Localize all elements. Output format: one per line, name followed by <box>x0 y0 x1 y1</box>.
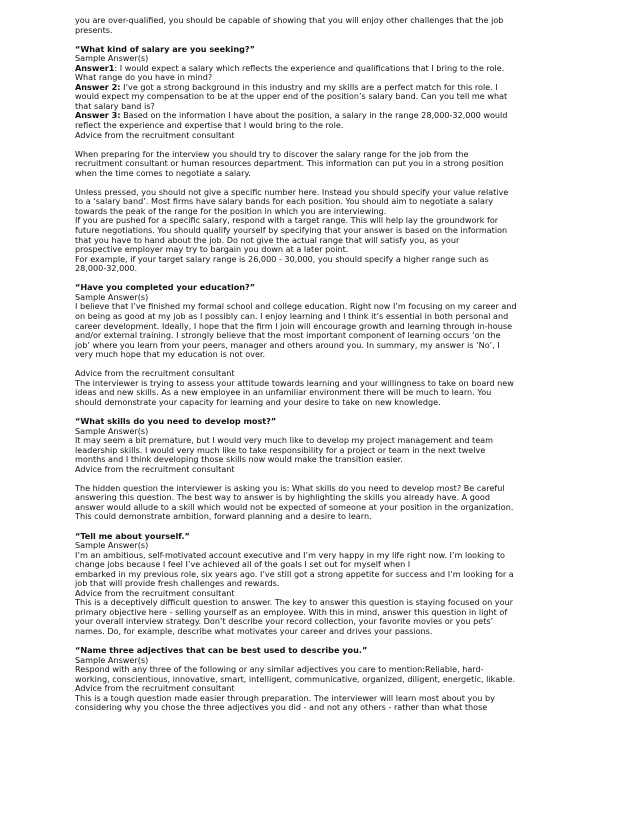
advice-line: When preparing for the interview you should try to discover the salary range for the job from the <box>75 148 469 159</box>
answer-line: It may seem a bit premature, but I would very much like to develop my project management and team <box>75 435 494 446</box>
advice-line: The hidden question the interviewer is asking you is: What skills do you need to develop most? Be careful <box>75 482 505 493</box>
sample-answer-label: Sample Answer(s) <box>75 654 149 665</box>
answer-1-label: Answer1 <box>75 62 115 73</box>
answer-line: change jobs because I feel I’ve achieved all of the goals I set out for myself when I <box>75 559 411 570</box>
answer-3-text: reflect the experience and expertise that I would bring to the role. <box>75 120 344 131</box>
question-heading: “Tell me about yourself.” <box>75 530 190 541</box>
advice-line: your overall interview strategy. Don’t describe your record collection, your favorite movies or you pets’ <box>75 616 494 627</box>
question-heading: “Name three adjectives that can be best used to describe you.” <box>75 645 368 656</box>
answer-line: job’ where you learn from your peers, manager and others around you. In summary, my answer is ‘No’, I <box>75 339 500 350</box>
answer-line: job that will provide fresh challenges and rewards. <box>75 578 280 589</box>
answer-line: on being as good at my job as I possibly can. I enjoy learning and I think it’s essential in both personal and <box>75 310 509 321</box>
advice-line: considering why you chose the three adjectives you did - and not any others - rather than what those <box>75 702 488 713</box>
advice-line: recruitment consultant or human resources department. This information can put you in a strong position <box>75 158 504 169</box>
intro-line: you are over-qualified, you should be capable of showing that you will enjoy other challenges that the job <box>75 15 504 25</box>
question-heading: “What kind of salary are you seeking?” <box>75 43 255 54</box>
answer-2-text: that salary band is? <box>75 100 155 111</box>
answer-line: I’m an ambitious, self-motivated account executive and I’m very happy in my life right now. I’m looking to <box>75 549 506 560</box>
answer-line: career development. Ideally, I hope that the firm I join will encourage growth and learning through in-house <box>75 320 513 331</box>
answer-1-text: : I would expect a salary which reflects the experience and qualifications that I bring to the role. <box>114 62 505 73</box>
advice-line: names. Do, for example, describe what motivates your career and drives your passions. <box>75 626 433 636</box>
advice-line: This is a tough question made easier through preparation. The interviewer will learn most about you by <box>75 692 495 703</box>
answer-line: very much hope that my education is not over. <box>75 349 266 360</box>
advice-label: Advice from the recruitment consultant <box>75 683 235 694</box>
advice-line: should demonstrate your capacity for learning and your desire to take on new knowledge. <box>75 396 441 407</box>
answer-2-text: I’ve got a strong background in this industry and my skills are a perfect match for this role. I <box>120 81 498 92</box>
answer-line: working, conscientious, innovative, smart, intelligent, communicative, organized, diligent, energetic, likable. <box>75 673 516 684</box>
advice-line: This is a deceptively difficult question to answer. The key to answer this question is staying focused on your <box>75 597 513 608</box>
advice-line: that you have to hand about the job. Do not give the actual range that will satisfy you, as your <box>75 234 460 245</box>
advice-line: future negotiations. You should qualify yourself by specifying that your answer is based on the information <box>75 225 508 236</box>
advice-line: when the time comes to negotiate a salary. <box>75 167 251 178</box>
answer-2-label: Answer 2: <box>75 81 121 92</box>
sample-answer-label: Sample Answer(s) <box>75 425 149 436</box>
advice-line: ideas and new skills. As a new employee in an unfamiliar environment there will be much to learn. You <box>75 387 492 398</box>
sample-answer-label: Sample Answer(s) <box>75 540 149 551</box>
advice-line: primary objective here - selling yourself as an employee. With this in mind, answer this question in light of <box>75 606 508 617</box>
advice-line: answer would allude to a skill which would not be expected of someone at your position in the organization. <box>75 501 514 512</box>
answer-line: I believe that I’ve finished my formal school and college education. Right now I’m focusing on my career and <box>75 301 517 312</box>
answer-3-text: Based on the information I have about the position, a salary in the range 28,000-32,000 would <box>120 110 508 121</box>
advice-line: If you are pushed for a specific salary, respond with a target range. This will help lay the groundwork for <box>75 215 499 226</box>
answer-line: embarked in my previous role, six years ago. I’ve still got a strong appetite for success and I’m looking for a <box>75 568 514 579</box>
answer-line: Respond with any three of the following or any similar adjectives you care to mention:Reliable, hard- <box>75 664 484 675</box>
answer-1-text: What range do you have in mind? <box>75 72 213 83</box>
answer-line: months and I think developing those skills now would make the transition easier. <box>75 454 403 465</box>
question-heading: “Have you completed your education?” <box>75 282 256 293</box>
answer-2-text: would expect my compensation to be at the upper end of the position’s salary band. Can you tell me what <box>75 91 508 102</box>
question-heading: “What skills do you need to develop most?” <box>75 415 277 426</box>
advice-line: towards the peak of the range for the position in which you are interviewing. <box>75 205 387 216</box>
advice-line: prospective employer may try to bargain you down at a later point. <box>75 244 349 255</box>
advice-label: Advice from the recruitment consultant <box>75 587 235 598</box>
advice-line: The interviewer is trying to assess your attitude towards learning and your willingness to take on board new <box>75 377 514 388</box>
advice-line: Unless pressed, you should not give a specific number here. Instead you should specify your value relative <box>75 186 509 197</box>
advice-label: Advice from the recruitment consultant <box>75 129 235 140</box>
advice-line: answering this question. The best way to answer is by highlighting the skills you already have. A good <box>75 492 490 503</box>
answer-line: leadership skills. I would very much like to take responsibility for a project or team in the next twelve <box>75 444 486 455</box>
advice-line: For example, if your target salary range is 26,000 - 30,000, you should specify a higher range such as <box>75 253 489 264</box>
sample-answer-label: Sample Answer(s) <box>75 291 149 302</box>
sample-answer-label: Sample Answer(s) <box>75 53 149 64</box>
advice-line: 28,000-32,000. <box>75 263 138 274</box>
advice-line: to a ‘salary band’. Most firms have salary bands for each position. You should aim to negotiate a salary <box>75 196 494 207</box>
intro-line: presents. <box>75 24 113 35</box>
advice-label: Advice from the recruitment consultant <box>75 463 235 474</box>
advice-line: This could demonstrate ambition, forward planning and a desire to learn. <box>75 511 372 522</box>
answer-line: and/or external training. I strongly believe that the most important component of learning occurs ‘on the <box>75 330 501 341</box>
advice-label: Advice from the recruitment consultant <box>75 368 235 379</box>
answer-3-label: Answer 3: <box>75 110 121 121</box>
